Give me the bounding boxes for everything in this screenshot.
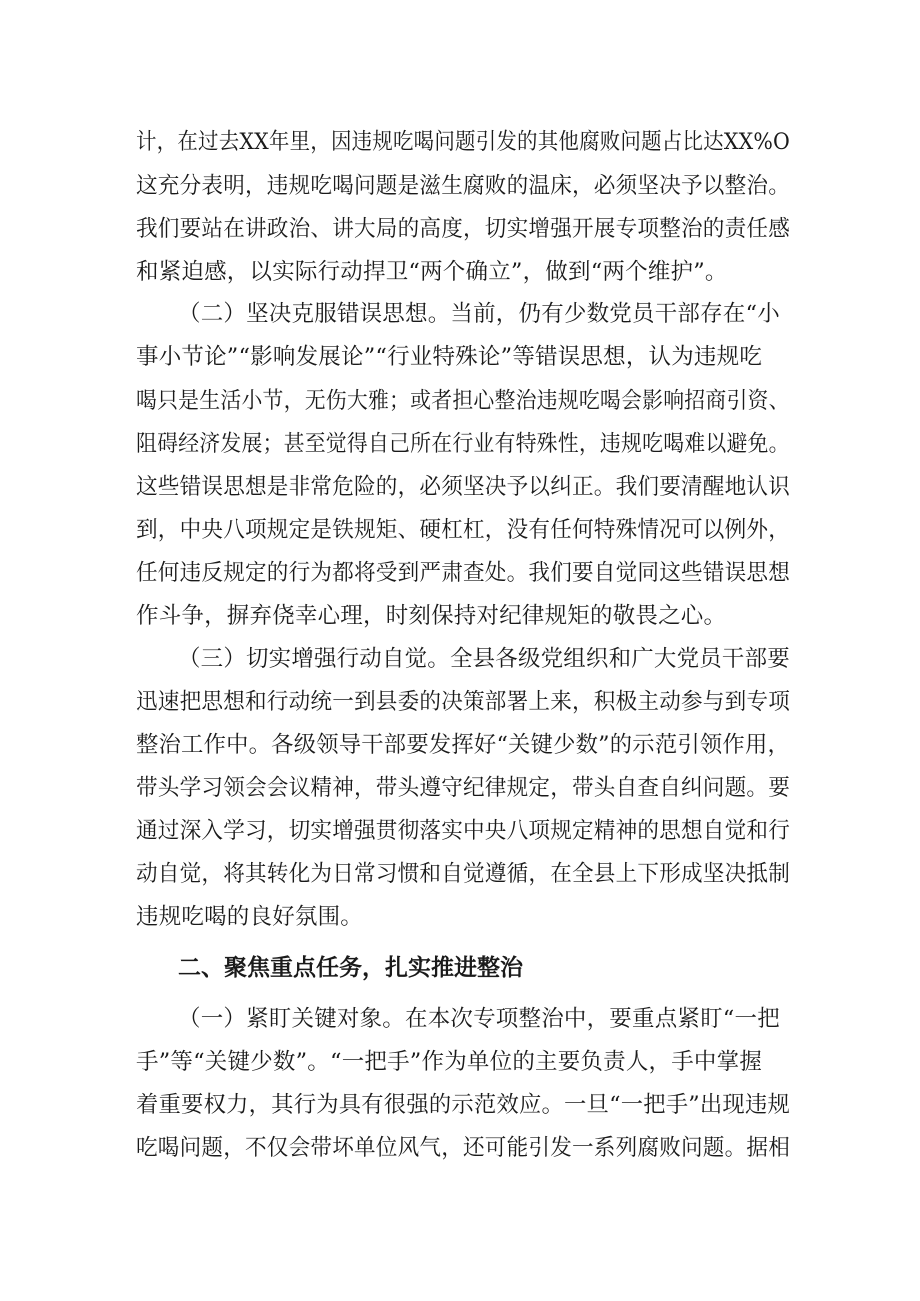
body-text-line: 着重要权力，其行为具有很强的示范效应。一旦“一把手”出现违规 <box>136 1092 791 1118</box>
body-text-line: 阻碍经济发展；甚至觉得自己所在行业有特殊性，违规吃喝难以避免。 <box>136 431 790 457</box>
body-text-line: 这充分表明，违规吃喝问题是滋生腐败的温床，必须坚决予以整治。 <box>136 173 791 199</box>
body-text-line: 手”等“关键少数”。“一把手”作为单位的主要负责人，手中掌握 <box>136 1049 763 1075</box>
body-text-line: 计，在过去XX年里，因违规吃喝问题引发的其他腐败问题占比达XX%O <box>136 129 790 155</box>
body-text-line: 迅速把思想和行动统一到县委的决策部署上来，积极主动参与到专项 <box>136 689 791 715</box>
body-text-line: 任何违反规定的行为都将受到严肃查处。我们要自觉同这些错误思想 <box>136 560 791 586</box>
body-text-line: 和紧迫感，以实际行动捍卫“两个确立”，做到“两个维护”。 <box>136 259 728 285</box>
body-text-line: 整治工作中。各级领导干部要发挥好“关键少数”的示范引领作用， <box>136 732 791 758</box>
paragraph-start-line: （三）切实增强行动自觉。全县各级党组织和广大党员干部要 <box>178 646 790 672</box>
body-text-line: 事小节论”“影响发展论”“行业特殊论”等错误思想，认为违规吃 <box>136 344 763 370</box>
body-text-line: 吃喝问题，不仅会带坏单位风气，还可能引发一系列腐败问题。据相 <box>136 1135 791 1161</box>
body-text-line: 通过深入学习，切实增强贯彻落实中央八项规定精神的思想自觉和行 <box>136 818 791 844</box>
body-text-line: 到，中央八项规定是铁规矩、硬杠杠，没有任何特殊情况可以例外， <box>136 517 791 543</box>
body-text-line: 作斗争，摒弃侥幸心理，时刻保持对纪律规矩的敬畏之心。 <box>136 603 727 629</box>
body-text-line: 动自觉，将其转化为日常习惯和自觉遵循，在全县上下形成坚决抵制 <box>136 861 791 887</box>
paragraph-start-line: （一）紧盯关键对象。在本次专项整治中，要重点紧盯“一把 <box>178 1006 780 1032</box>
body-text-line: 带头学习领会会议精神，带头遵守纪律规定，带头自查自纠问题。要 <box>136 775 791 801</box>
section-heading: 二、聚焦重点任务，扎实推进整治 <box>178 955 523 981</box>
paragraph-start-line: （二）坚决克服错误思想。当前，仍有少数党员干部存在“小 <box>178 301 780 327</box>
body-text-line: 我们要站在讲政治、讲大局的高度，切实增强开展专项整治的责任感 <box>136 216 791 242</box>
body-text-line: 喝只是生活小节，无伤大雅；或者担心整治违规吃喝会影响招商引资、 <box>136 388 790 414</box>
body-text-line: 违规吃喝的良好氛围。 <box>136 904 364 930</box>
body-text-line: 这些错误思想是非常危险的，必须坚决予以纠正。我们要清醒地认识 <box>136 474 791 500</box>
